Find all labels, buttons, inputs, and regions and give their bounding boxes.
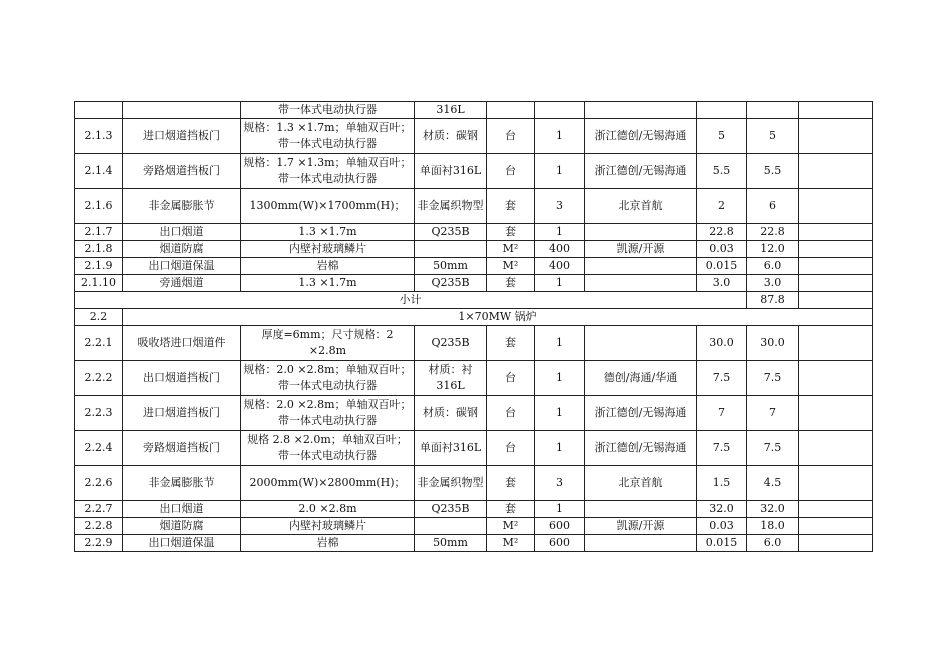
item-no-cell: 2.2.1: [75, 326, 123, 361]
item-name-cell: 出口烟道: [123, 501, 241, 518]
unit-cell: 套: [487, 224, 535, 241]
item-name-cell: 烟道防腐: [123, 241, 241, 258]
quantity-cell: [535, 102, 585, 119]
manufacturer-cell: [585, 501, 697, 518]
spec-cell: 1.3 ×1.7m: [241, 275, 415, 292]
material-cell: 非金属织物型: [415, 189, 487, 224]
spec-cell: 规格：2.0 ×2.8m；单轴双百叶；带一体式电动执行器: [241, 361, 415, 396]
item-no-cell: 2.1.6: [75, 189, 123, 224]
material-cell: 单面衬316L: [415, 431, 487, 466]
quantity-cell: 1: [535, 326, 585, 361]
material-cell: Q235B: [415, 224, 487, 241]
remarks-cell: [799, 241, 873, 258]
remarks-cell: [799, 501, 873, 518]
item-name-cell: 旁路烟道挡板门: [123, 154, 241, 189]
unit-price-cell: 1.5: [697, 466, 747, 501]
table-row: [75, 189, 873, 224]
unit-cell: 台: [487, 361, 535, 396]
quantity-cell: 1: [535, 501, 585, 518]
material-cell: 非金属织物型: [415, 466, 487, 501]
item-name-cell: 烟道防腐: [123, 518, 241, 535]
unit-cell: 套: [487, 326, 535, 361]
total-price-cell: 7: [747, 396, 799, 431]
unit-price-cell: [697, 102, 747, 119]
spec-cell: 2.0 ×2.8m: [241, 501, 415, 518]
item-no-cell: 2.2.2: [75, 361, 123, 396]
manufacturer-cell: 北京首航: [585, 189, 697, 224]
item-no-cell: 2.1.9: [75, 258, 123, 275]
unit-cell: M²: [487, 518, 535, 535]
item-name-cell: 旁通烟道: [123, 275, 241, 292]
table-row: [75, 154, 873, 189]
quantity-cell: 1: [535, 275, 585, 292]
material-cell: 材质：衬316L: [415, 361, 487, 396]
unit-price-cell: 7.5: [697, 361, 747, 396]
unit-price-cell: 2: [697, 189, 747, 224]
item-name-cell: 非金属膨胀节: [123, 466, 241, 501]
item-no-cell: 2.2.4: [75, 431, 123, 466]
item-no-cell: 2.2.9: [75, 535, 123, 552]
spec-cell: 带一体式电动执行器: [241, 102, 415, 119]
table-row: [75, 535, 873, 552]
total-price-cell: 6.0: [747, 258, 799, 275]
manufacturer-cell: [585, 326, 697, 361]
quantity-cell: 1: [535, 396, 585, 431]
total-price-cell: 6.0: [747, 535, 799, 552]
unit-price-cell: 5: [697, 119, 747, 154]
total-price-cell: 7.5: [747, 431, 799, 466]
quantity-cell: 400: [535, 241, 585, 258]
unit-price-cell: 22.8: [697, 224, 747, 241]
material-cell: Q235B: [415, 326, 487, 361]
item-no-cell: 2.2.3: [75, 396, 123, 431]
material-cell: [415, 241, 487, 258]
material-cell: [415, 518, 487, 535]
item-name-cell: 出口烟道挡板门: [123, 361, 241, 396]
table-row: [75, 396, 873, 431]
remarks-cell: [799, 224, 873, 241]
item-name-cell: 非金属膨胀节: [123, 189, 241, 224]
item-no-cell: 2.1.10: [75, 275, 123, 292]
remarks-cell: [799, 119, 873, 154]
total-price-cell: 6: [747, 189, 799, 224]
unit-cell: 套: [487, 501, 535, 518]
item-no-cell: 2.2.6: [75, 466, 123, 501]
section-title: 1×70MW 锅炉: [123, 309, 873, 326]
material-cell: 50mm: [415, 535, 487, 552]
unit-cell: 台: [487, 154, 535, 189]
total-price-cell: 5.5: [747, 154, 799, 189]
spec-cell: 1300mm(W)×1700mm(H)；: [241, 189, 415, 224]
table-row: [75, 102, 873, 119]
manufacturer-cell: 浙江德创/无锡海通: [585, 431, 697, 466]
section-number: 2.2: [75, 309, 123, 326]
total-price-cell: 7.5: [747, 361, 799, 396]
item-name-cell: 吸收塔进口烟道件: [123, 326, 241, 361]
remarks-cell: [799, 431, 873, 466]
total-price-cell: 30.0: [747, 326, 799, 361]
unit-cell: 套: [487, 466, 535, 501]
unit-cell: 套: [487, 189, 535, 224]
spec-cell: 2000mm(W)×2800mm(H)；: [241, 466, 415, 501]
remarks-cell: [799, 396, 873, 431]
spec-cell: 内壁衬玻璃鳞片: [241, 241, 415, 258]
total-price-cell: 3.0: [747, 275, 799, 292]
total-price-cell: 18.0: [747, 518, 799, 535]
item-name-cell: 进口烟道挡板门: [123, 396, 241, 431]
manufacturer-cell: 凯源/开源: [585, 241, 697, 258]
remarks-cell: [799, 466, 873, 501]
material-cell: 50mm: [415, 258, 487, 275]
manufacturer-cell: [585, 224, 697, 241]
spec-cell: 1.3 ×1.7m: [241, 224, 415, 241]
material-cell: Q235B: [415, 501, 487, 518]
spec-cell: 规格：1.3 ×1.7m；单轴双百叶；带一体式电动执行器: [241, 119, 415, 154]
remarks-cell: [799, 258, 873, 275]
spec-cell: 厚度=6mm；尺寸规格：2 ×2.8m: [241, 326, 415, 361]
material-cell: 材质：碳钢: [415, 119, 487, 154]
material-cell: 单面衬316L: [415, 154, 487, 189]
manufacturer-cell: 浙江德创/无锡海通: [585, 119, 697, 154]
manufacturer-cell: [585, 535, 697, 552]
item-no-cell: [75, 102, 123, 119]
unit-price-cell: 7.5: [697, 431, 747, 466]
quantity-cell: 600: [535, 518, 585, 535]
unit-price-cell: 0.03: [697, 518, 747, 535]
manufacturer-cell: [585, 258, 697, 275]
quantity-cell: 1: [535, 361, 585, 396]
table-row: [75, 466, 873, 501]
unit-price-cell: 7: [697, 396, 747, 431]
item-no-cell: 2.2.8: [75, 518, 123, 535]
item-no-cell: 2.1.4: [75, 154, 123, 189]
remarks-cell: [799, 326, 873, 361]
table-row: [75, 326, 873, 361]
quantity-cell: 1: [535, 119, 585, 154]
item-no-cell: 2.1.7: [75, 224, 123, 241]
remarks-cell: [799, 102, 873, 119]
spec-cell: 岩棉: [241, 535, 415, 552]
total-price-cell: 22.8: [747, 224, 799, 241]
quantity-cell: 400: [535, 258, 585, 275]
item-name-cell: [123, 102, 241, 119]
unit-cell: 台: [487, 431, 535, 466]
total-price-cell: 5: [747, 119, 799, 154]
total-price-cell: [747, 102, 799, 119]
table-row: [75, 431, 873, 466]
remarks-cell: [799, 361, 873, 396]
manufacturer-cell: 凯源/开源: [585, 518, 697, 535]
manufacturer-cell: [585, 275, 697, 292]
manufacturer-cell: 浙江德创/无锡海通: [585, 396, 697, 431]
spec-cell: 岩棉: [241, 258, 415, 275]
total-price-cell: 32.0: [747, 501, 799, 518]
item-no-cell: 2.1.8: [75, 241, 123, 258]
item-name-cell: 进口烟道挡板门: [123, 119, 241, 154]
table-row: [75, 241, 873, 258]
unit-price-cell: 32.0: [697, 501, 747, 518]
manufacturer-cell: 北京首航: [585, 466, 697, 501]
table-row: [75, 518, 873, 535]
material-cell: Q235B: [415, 275, 487, 292]
item-name-cell: 出口烟道保温: [123, 535, 241, 552]
item-name-cell: 旁路烟道挡板门: [123, 431, 241, 466]
table-row: [75, 361, 873, 396]
manufacturer-cell: 德创/海通/华通: [585, 361, 697, 396]
item-no-cell: 2.1.3: [75, 119, 123, 154]
spec-cell: 规格 2.8 ×2.0m；单轴双百叶；带一体式电动执行器: [241, 431, 415, 466]
remarks-cell: [799, 535, 873, 552]
unit-price-cell: 0.015: [697, 535, 747, 552]
material-cell: 材质：碳钢: [415, 396, 487, 431]
item-no-cell: 2.2.7: [75, 501, 123, 518]
table-row: [75, 258, 873, 275]
unit-price-cell: 0.015: [697, 258, 747, 275]
quantity-cell: 3: [535, 466, 585, 501]
remarks-cell: [799, 154, 873, 189]
unit-cell: M²: [487, 258, 535, 275]
manufacturer-cell: [585, 102, 697, 119]
total-price-cell: 4.5: [747, 466, 799, 501]
quantity-cell: 600: [535, 535, 585, 552]
manufacturer-cell: 浙江德创/无锡海通: [585, 154, 697, 189]
equipment-table: [74, 101, 873, 552]
table-row: [75, 275, 873, 292]
item-name-cell: 出口烟道: [123, 224, 241, 241]
remarks-cell: [799, 189, 873, 224]
unit-price-cell: 0.03: [697, 241, 747, 258]
table-row: [75, 501, 873, 518]
spec-cell: 内壁衬玻璃鳞片: [241, 518, 415, 535]
table-row: [75, 119, 873, 154]
unit-cell: 套: [487, 275, 535, 292]
unit-cell: M²: [487, 241, 535, 258]
quantity-cell: 3: [535, 189, 585, 224]
spec-cell: 规格：1.7 ×1.3m；单轴双百叶；带一体式电动执行器: [241, 154, 415, 189]
unit-price-cell: 30.0: [697, 326, 747, 361]
total-price-cell: 12.0: [747, 241, 799, 258]
remarks-cell: [799, 292, 873, 309]
unit-cell: [487, 102, 535, 119]
subtotal-label: 小计: [75, 292, 747, 309]
unit-cell: M²: [487, 535, 535, 552]
subtotal-value: 87.8: [747, 292, 799, 309]
remarks-cell: [799, 275, 873, 292]
quantity-cell: 1: [535, 224, 585, 241]
section-row: [75, 309, 873, 326]
quantity-cell: 1: [535, 431, 585, 466]
item-name-cell: 出口烟道保温: [123, 258, 241, 275]
remarks-cell: [799, 518, 873, 535]
unit-price-cell: 3.0: [697, 275, 747, 292]
subtotal-row: [75, 292, 873, 309]
quantity-cell: 1: [535, 154, 585, 189]
spec-cell: 规格：2.0 ×2.8m；单轴双百叶；带一体式电动执行器: [241, 396, 415, 431]
unit-cell: 台: [487, 119, 535, 154]
table-row: [75, 224, 873, 241]
unit-cell: 台: [487, 396, 535, 431]
unit-price-cell: 5.5: [697, 154, 747, 189]
material-cell: 316L: [415, 102, 487, 119]
